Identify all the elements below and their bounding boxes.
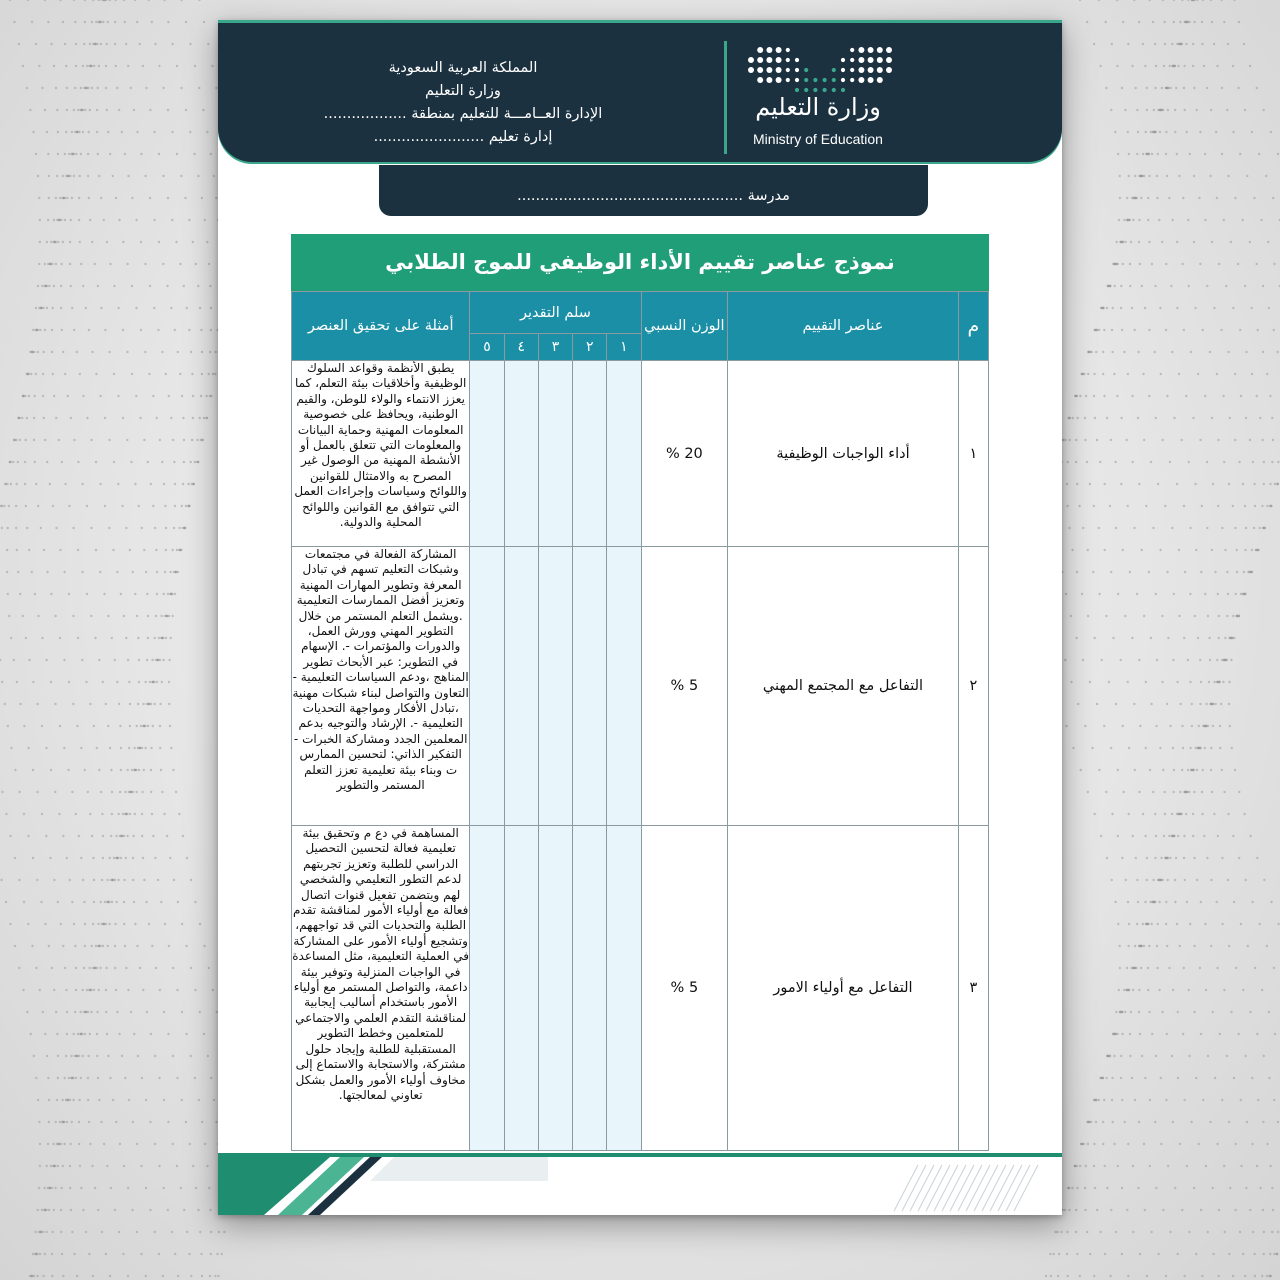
rating-cell[interactable] — [607, 826, 641, 1151]
row-examples: يطبق الأنظمة وقواعد السلوك الوظيفية وأخلاقيات بيئة التعلم، كما يعزز الانتماء والولاء للوطن، والقيم الوطنية، ويحافظ على خصوصية المعلومات المهنية وحماية البيانات والمعلومات التي تتعلق بالعمل أو الأنشطة المهنية من الوصول غير المصرح به والامتثال للقوانين واللوائح وسياسات وإجراءات العمل التي تتوافق مع القوانين واللوائح المحلية والدولية. — [292, 361, 470, 547]
table-row — [292, 826, 989, 1151]
footer-decoration — [218, 1153, 1062, 1215]
table-row — [292, 361, 989, 547]
rating-cell[interactable] — [504, 361, 538, 547]
rating-cell[interactable] — [607, 361, 641, 547]
row-index: ٣ — [958, 826, 988, 1151]
scale-value: ٢ — [573, 334, 607, 361]
row-element: أداء الواجبات الوظيفية — [728, 361, 959, 547]
rating-cell[interactable] — [470, 547, 504, 826]
header-index: م — [958, 292, 988, 361]
row-weight: 5 % — [641, 826, 728, 1151]
rating-cell[interactable] — [538, 361, 572, 547]
header-general-administration: الإدارة العــامـــة للتعليم بمنطقة .................. — [323, 106, 603, 122]
row-index: ١ — [958, 361, 988, 547]
rating-cell[interactable] — [504, 826, 538, 1151]
scale-value: ١ — [607, 334, 641, 361]
header-education-administration: إدارة تعليم ........................ — [373, 129, 553, 145]
row-examples: المساهمة في دع م وتحقيق بيئة تعليمية فعالة لتحسين التحصيل الدراسي للطلبة وتعزيز تجربتهم لدعم التطور التعليمي والشخصي لهم ويتضمن تفعيل قنوات اتصال فعالة مع أولياء الأمور لمناقشة تقدم الطلبة والتحديات التي قد تواجههم، وتشجيع أولياء الأمور على المشاركة في العملية التعليمية، مثل المساعدة في الواجبات المنزلية وتوفير بيئة داعمة، والتواصل المستمر مع أولياء الأمور باستخدام أساليب إيجابية لمناقشة التقدم العلمي والاجتماعي للمتعلمين وخطط التطوير المستقبلية للطلبة وإيجاد حلول مشتركة، والاستجابة والاستماع إلى مخاوف أولياء الأمور والعمل بشكل تعاوني لمعالجتها. — [292, 826, 470, 1151]
row-weight: 20 % — [641, 361, 728, 547]
header-text-block — [218, 57, 708, 149]
rating-cell[interactable] — [573, 826, 607, 1151]
evaluation-table — [291, 291, 989, 1151]
header-examples: أمثلة على تحقيق العنصر — [292, 292, 470, 361]
header-scale: سلم التقدير — [470, 292, 641, 334]
row-element: التفاعل مع المجتمع المهني — [728, 547, 959, 826]
rating-cell[interactable] — [607, 547, 641, 826]
row-weight: 5 % — [641, 547, 728, 826]
form-title: نموذج عناصر تقييم الأداء الوظيفي للموج الطلابي — [291, 234, 989, 291]
scale-value: ٣ — [538, 334, 572, 361]
row-element: التفاعل مع أولياء الامور — [728, 826, 959, 1151]
ministry-logo-icon — [746, 45, 896, 97]
header-weight-label: الوزن النسبي — [644, 318, 725, 334]
rating-cell[interactable] — [504, 547, 538, 826]
scale-value: ٤ — [504, 334, 538, 361]
scale-value: ٥ — [470, 334, 504, 361]
logo-english-text: Ministry of Education — [753, 131, 883, 147]
header-country: المملكة العربية السعودية — [388, 60, 538, 76]
rating-cell[interactable] — [538, 547, 572, 826]
header-ministry: وزارة التعليم — [425, 83, 501, 99]
row-examples: المشاركة الفعالة في مجتمعات وشبكات التعليم تسهم في تبادل المعرفة وتطوير المهارات المهنية وتعزيز أفضل الممارسات التعليمية .ويشمل التعلم المستمر من خلال التطوير المهني وورش العمل، والدورات والمؤتمرات -. الإسهام في التطوير: عبر الأبحاث تطوير المناهج ،ودعم السياسات التعليمية - التعاون والتواصل لبناء شبكات مهنية ،تبادل الأفكار ومواجهة التحديات التعليمية -. الإرشاد والتوجيه بدعم المعلمين الجدد ومشاركة الخبرات - التفكير الذاتي: لتحسين الممارس ت وبناء بيئة تعليمية تعزز التعلم المستمر والتطوير — [292, 547, 470, 826]
document-page — [218, 20, 1062, 1215]
rating-cell[interactable] — [573, 547, 607, 826]
header-weight — [641, 292, 728, 361]
rating-cell[interactable] — [470, 826, 504, 1151]
rating-cell[interactable] — [470, 361, 504, 547]
table-row — [292, 547, 989, 826]
row-index: ٢ — [958, 547, 988, 826]
rating-cell[interactable] — [573, 361, 607, 547]
letterhead-header — [218, 23, 1062, 162]
school-name-tab — [379, 165, 928, 216]
logo-arabic-text: وزارة التعليم — [755, 93, 881, 121]
logo-separator — [724, 41, 727, 154]
school-line: مدرسة ................................................. — [517, 188, 790, 204]
rating-cell[interactable] — [538, 826, 572, 1151]
header-element: عناصر التقييم — [728, 292, 959, 361]
